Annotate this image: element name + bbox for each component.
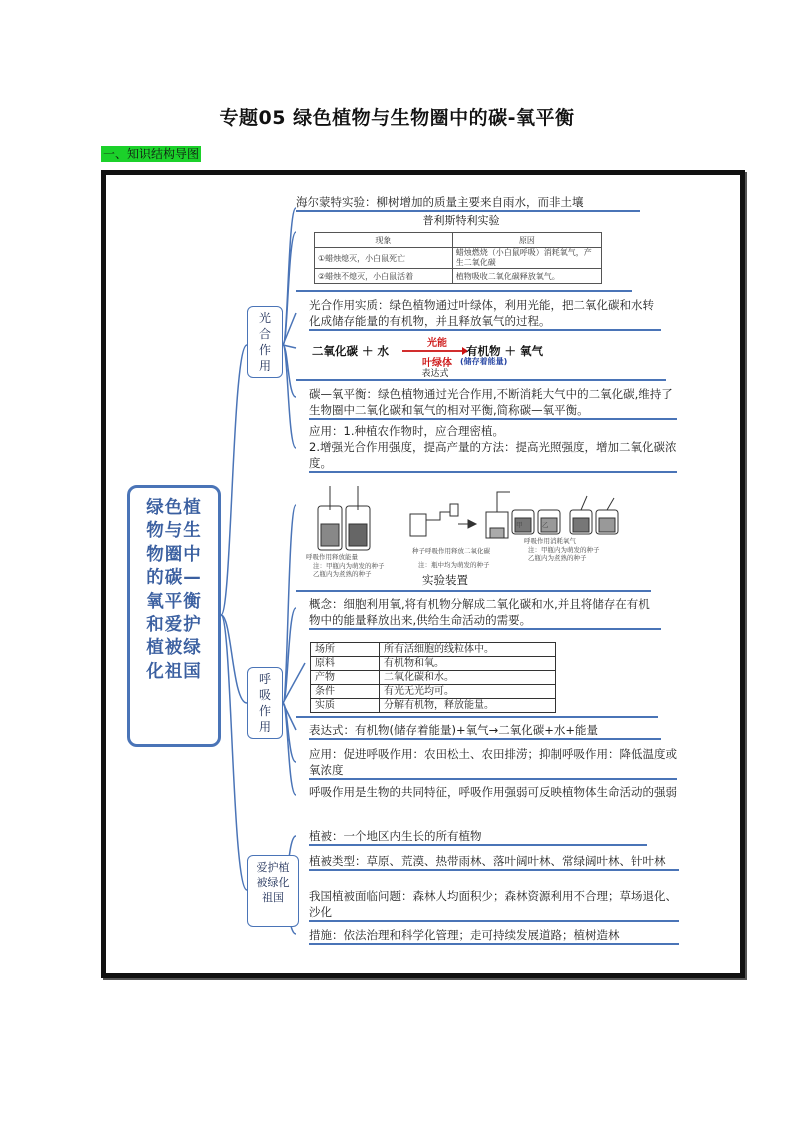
resp-table-key: 条件 [311,685,380,699]
priestley-table [314,232,602,284]
divider [296,379,666,381]
resp-table-key: 实质 [311,699,380,713]
branch-photosynthesis-label: 光合作用 [258,311,271,373]
priestley-block [296,212,626,284]
resp-table-key: 原料 [311,657,380,671]
essence-text: 光合作用实质：绿色植物通过叶绿体，利用光能，把二氧化碳和水转化成储存能量的有机物，并且释放氧气的过程。 [309,297,661,331]
vegetation-measures: 措施：依法治理和科学化管理；走可持续发展道路；植树造林 [309,927,679,945]
resp-table-value: 二氧化碳和水。 [380,671,556,685]
fig1-label: 呼吸作用释放能量 [306,553,358,561]
fig1-note: 注：甲瓶内为萌发的种子 乙瓶内为煮熟的种子 [313,562,385,578]
formula-right: 有机物 ＋ 氧气 [466,344,544,358]
vegetation-types: 植被类型：草原、荒漠、热带雨林、落叶阔叶林、常绿阔叶林、针叶林 [309,853,679,871]
respiration-feature: 呼吸作用是生物的共同特征，呼吸作用强弱可反映植物体生命活动的强弱 [309,785,677,799]
formula-block [296,334,586,378]
priestley-cell: ②蜡烛不熄灭，小白鼠活着 [315,269,453,284]
divider [296,290,632,292]
divider [296,590,651,592]
formula-condition-top: 光能 [427,338,447,349]
root-node-text: 绿色植物与生物圈中的碳—氧平衡和爱护植被绿化祖国 [146,498,202,682]
fig2-note: 注：瓶中均为萌发的种子 [418,561,490,569]
jar-label-yi: 乙 [542,521,549,529]
resp-table-value: 分解有机物，释放能量。 [380,699,556,713]
vegetation-problems: 我国植被面临问题：森林人均面积少；森林资源利用不合理；草场退化、沙化 [309,888,679,922]
fig3-label: 呼吸作用消耗氧气 [524,537,576,545]
resp-table-value: 所有活细胞的线粒体中。 [380,643,556,657]
priestley-title: 普利斯特利实验 [422,214,500,227]
jar-label-jia: 甲 [516,521,523,529]
respiration-expression: 表达式：有机物(储存着能量)+氧气→二氧化碳+水+能量 [309,722,661,740]
priestley-cell: 植物吸收二氧化碳释放氧气。 [452,269,601,284]
respiration-concept: 概念：细胞利用氧,将有机物分解成二氧化碳和水,并且将储存在有机物中的能量释放出来,供给生命活动的需要。 [309,596,661,630]
vegetation-text: 植被：一个地区内生长的所有植物 [309,828,647,846]
branch-protect-label: 爱护植被绿化祖国 [256,861,290,904]
resp-table-value: 有光无光均可。 [380,685,556,699]
priestley-header: 原因 [452,233,601,248]
respiration-application: 应用：促进呼吸作用：农田松土、农田排涝；抑制呼吸作用：降低温度或氧浓度 [309,746,677,780]
resp-table-key: 产物 [311,671,380,685]
branch-respiration-label: 呼吸作用 [258,672,271,734]
divider [296,716,658,718]
formula-condition-bottom: 叶绿体 [422,358,452,369]
respiration-table [310,642,556,713]
resp-table-key: 场所 [311,643,380,657]
section-label: 一、知识结构导图 [103,147,200,161]
helmont-text: 海尔蒙特实验：柳树增加的质量主要来自雨水，而非土壤 [296,194,640,212]
formula-left: 二氧化碳 ＋ 水 [312,344,390,358]
balance-text: 碳—氧平衡：绿色植物通过光合作用,不断消耗大气中的二氧化碳,维持了生物圈中二氧化碳和氧气的相对平衡,简称碳—氧平衡。 [309,386,677,420]
priestley-cell: ①蜡烛熄灭，小白鼠死亡 [315,248,453,269]
formula-note: (储存着能量) [460,357,508,366]
page-title: 专题05 绿色植物与生物圈中的碳-氧平衡 [219,107,575,129]
priestley-cell: 蜡烛燃烧（小白鼠呼吸）消耗氧气，产生二氧化碳 [452,248,601,269]
resp-table-value: 有机物和氧。 [380,657,556,671]
formula-label: 表达式 [421,369,449,379]
priestley-header: 现象 [315,233,453,248]
fig2-label: 种子呼吸作用释放二氧化碳 [412,547,490,555]
fig3-note: 注：甲瓶内为萌发的种子 乙瓶内为煮熟的种子 [528,546,600,562]
experiment-caption: 实验装置 [422,573,468,587]
photosynthesis-application: 应用：1.种植农作物时，应合理密植。 2.增强光合作用强度，提高产量的方法：提高光照强度，增加二氧化碳浓度。 [309,423,677,473]
